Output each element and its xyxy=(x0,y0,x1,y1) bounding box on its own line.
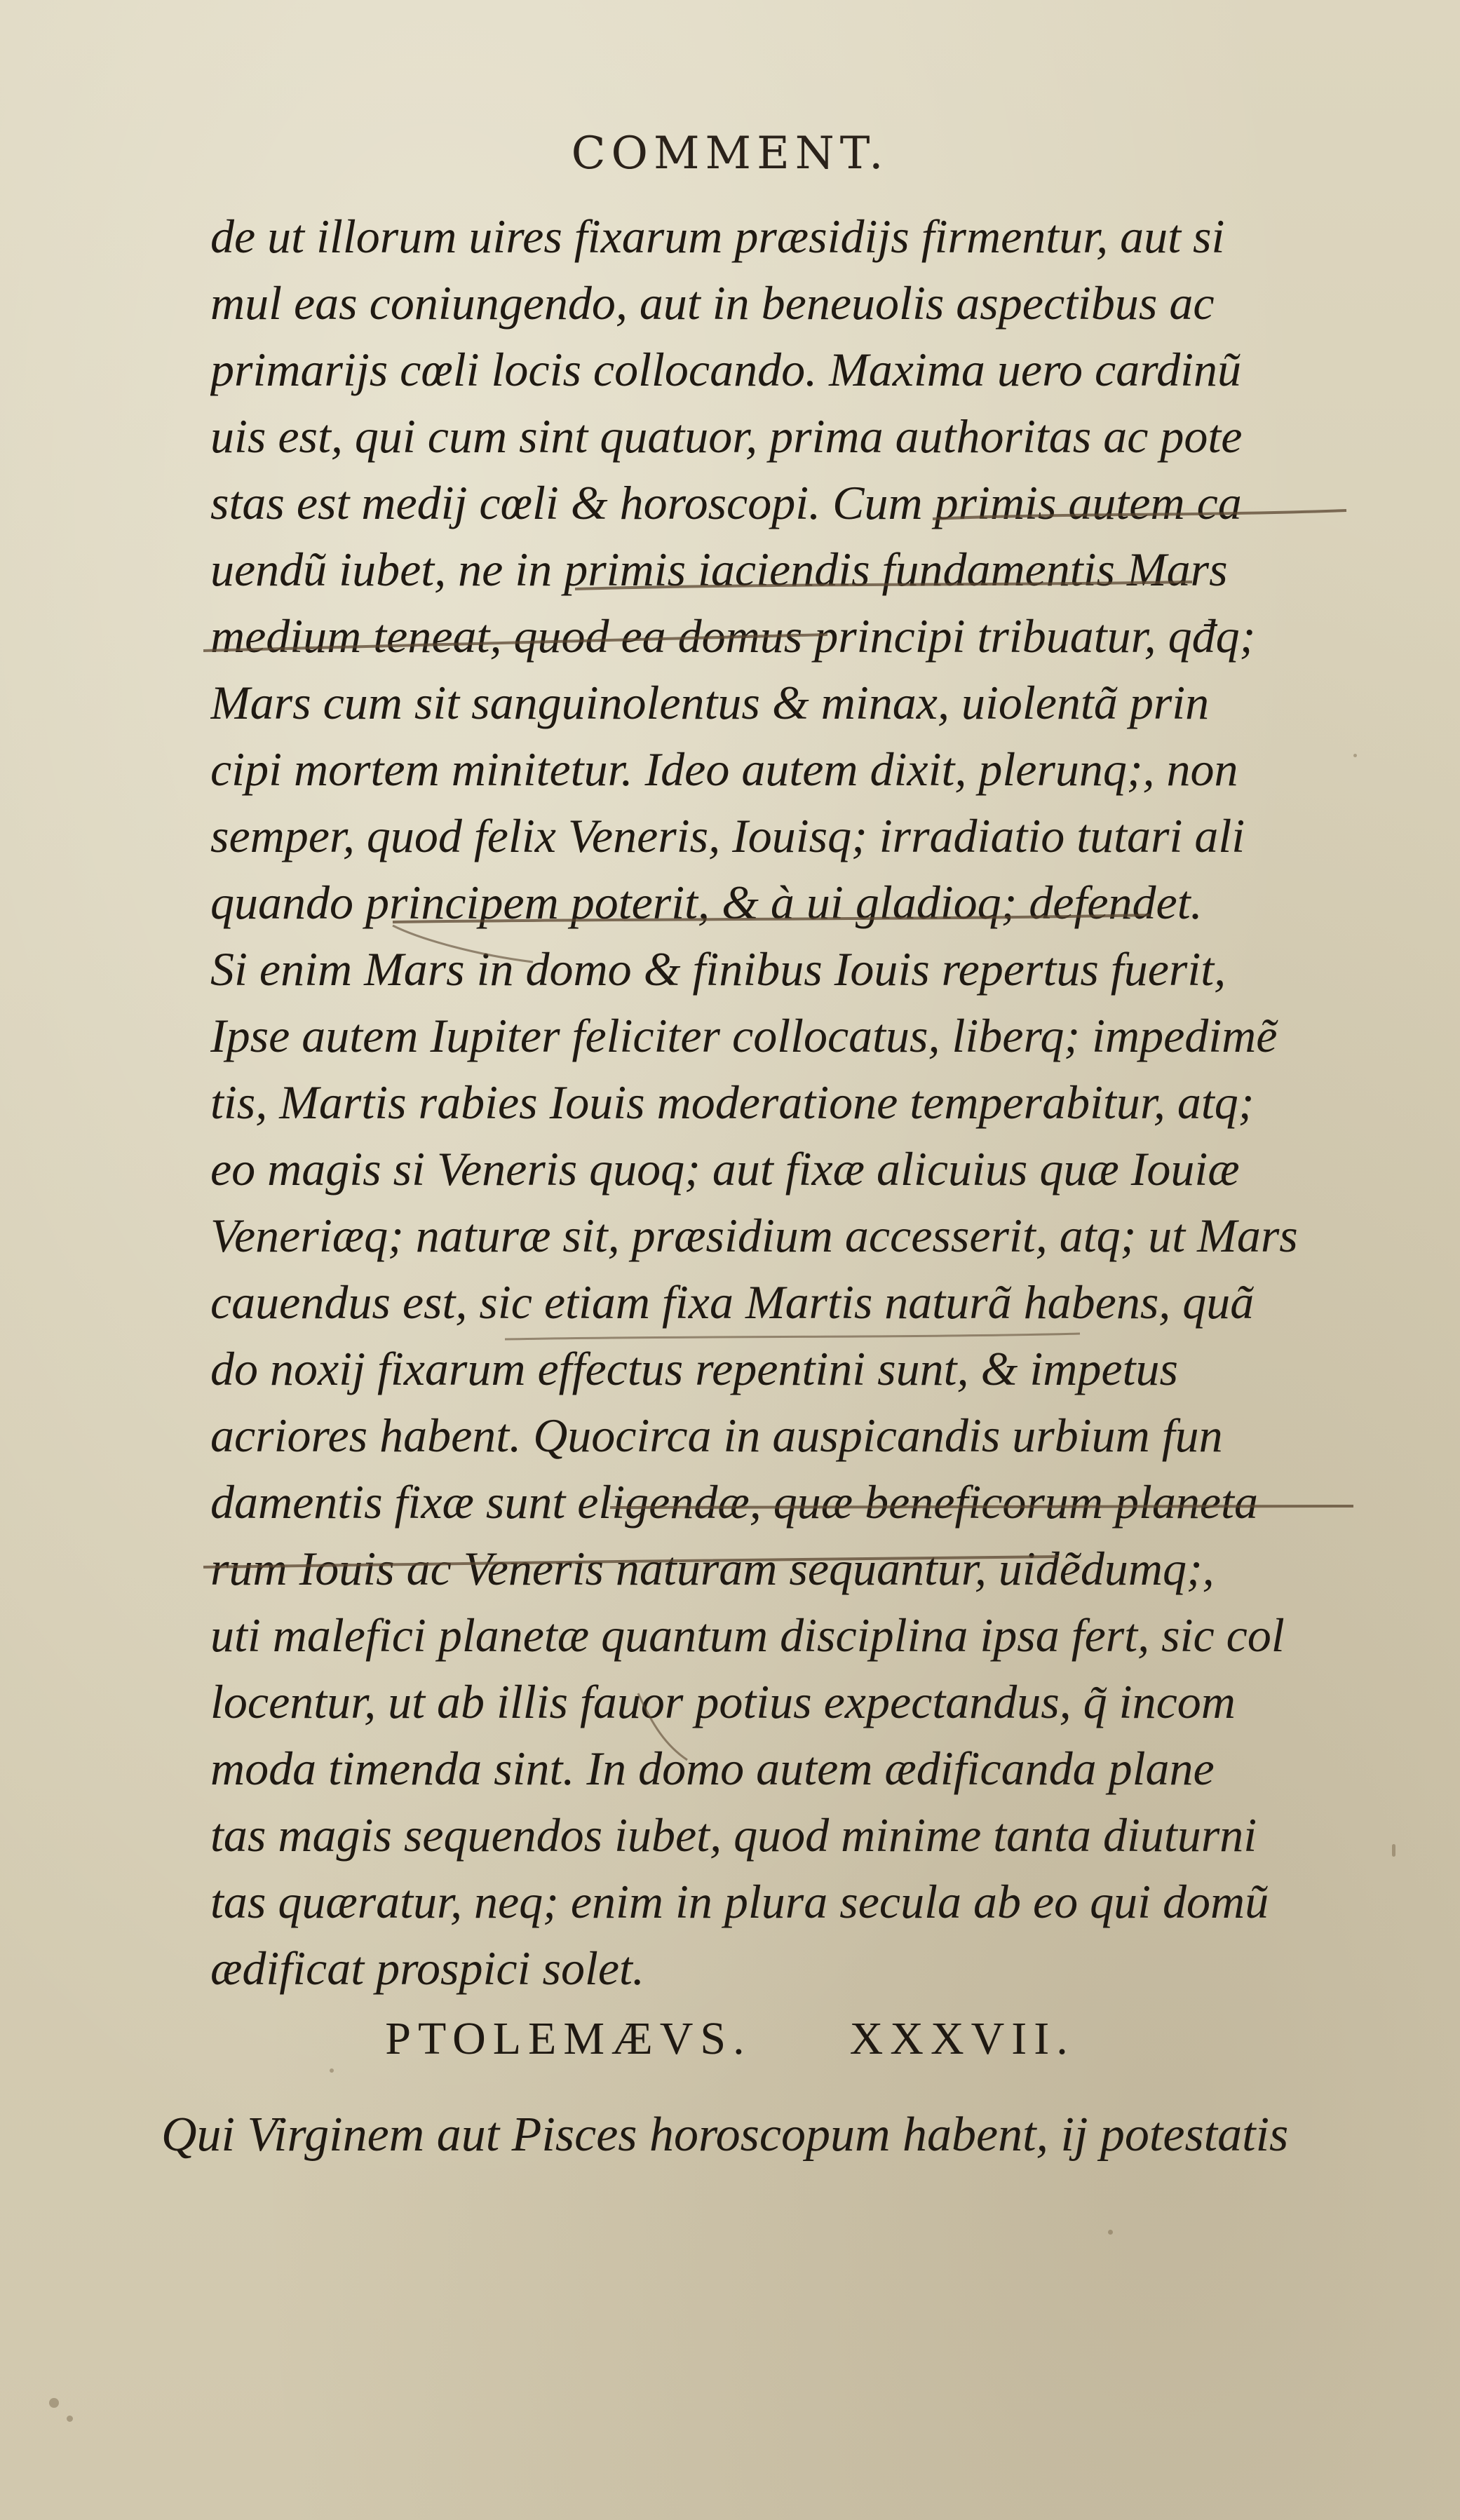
section-heading xyxy=(0,2012,1460,2066)
section-number: XXXVII. xyxy=(849,2013,1075,2064)
text-line: tas quæratur, neq; enim in plura secula ab eo qui domũ xyxy=(210,1875,1269,1928)
text-line: mul eas coniungendo, aut in beneuolis aspectibus ac xyxy=(210,276,1215,330)
paper-speck xyxy=(1353,754,1357,757)
text-line: de ut illorum uires fixarum præsidijs firmentur, aut si xyxy=(210,210,1225,263)
text-line: Veneriæq; naturæ sit, præsidium accesserit, atq; ut Mars xyxy=(210,1209,1298,1262)
text-line: uis est, qui cum sint quatuor, prima authoritas ac pote xyxy=(210,409,1243,463)
text-line: uti malefici planetæ quantum disciplina ipsa fert, sic col xyxy=(210,1608,1285,1662)
commentary-text xyxy=(210,203,1346,2002)
text-line: Mars cum sit sanguinolentus & minax, uiolentã prin xyxy=(210,676,1210,729)
text-line: tas magis sequendos iubet, quod minime tanta diuturni xyxy=(210,1808,1257,1862)
text-line: uendũ iubet, ne in primis iaciendis fundamentis Mars xyxy=(210,543,1228,596)
text-line: stas est medij cœli & horoscopi. Cum primis autem ca xyxy=(210,476,1242,529)
text-line: rum Iouis ac Veneris naturam sequantur, uidẽdumq;, xyxy=(210,1542,1215,1595)
section-author: PTOLEMÆVS. xyxy=(385,2013,752,2064)
text-line: cipi mortem minitetur. Ideo autem dixit, plerunq;, non xyxy=(210,743,1238,796)
paper-speck xyxy=(49,2398,59,2408)
paper-speck xyxy=(67,2416,73,2422)
text-line: Ipse autem Iupiter feliciter collocatus, liberq; impedimẽ xyxy=(210,1009,1278,1062)
text-line: ædificat prospici solet. xyxy=(210,1942,644,1995)
text-line: tis, Martis rabies Iouis moderatione temperabitur, atq; xyxy=(210,1076,1255,1129)
paper-speck xyxy=(1392,1844,1395,1857)
text-line: locentur, ut ab illis fauor potius expectandus, q̃ incom xyxy=(210,1675,1236,1728)
text-line: cauendus est, sic etiam fixa Martis naturã habens, quã xyxy=(210,1275,1255,1329)
paper-speck xyxy=(1108,2230,1113,2235)
paper-speck xyxy=(330,2068,334,2073)
text-line: damentis fixæ sunt eligendæ, quæ beneficorum planeta xyxy=(210,1475,1258,1529)
text-line: quando principem poterit, & à ui gladioq; defendet. xyxy=(210,876,1203,929)
text-line: moda timenda sint. In domo autem ædificanda plane xyxy=(210,1742,1215,1795)
text-line: medium teneat, quod ea domus principi tribuatur, qđq; xyxy=(210,609,1256,663)
running-head: COMMENT. xyxy=(571,128,889,179)
text-line: do noxij fixarum effectus repentini sunt, & impetus xyxy=(210,1342,1178,1395)
text-line: primarijs cœli locis collocando. Maxima uero cardinũ xyxy=(210,343,1242,396)
text-line: Si enim Mars in domo & finibus Iouis repertus fuerit, xyxy=(210,942,1226,996)
text-line: eo magis si Veneris quoq; aut fixæ alicuius quæ Iouiæ xyxy=(210,1142,1240,1195)
text-line: acriores habent. Quocirca in auspicandis urbium fun xyxy=(210,1409,1223,1462)
text-line: Qui Virginem aut Pisces horoscopum habent, ij potestatis xyxy=(161,2108,1289,2162)
text-line: semper, quod felix Veneris, Iouisq; irradiatio tutari ali xyxy=(210,809,1245,862)
